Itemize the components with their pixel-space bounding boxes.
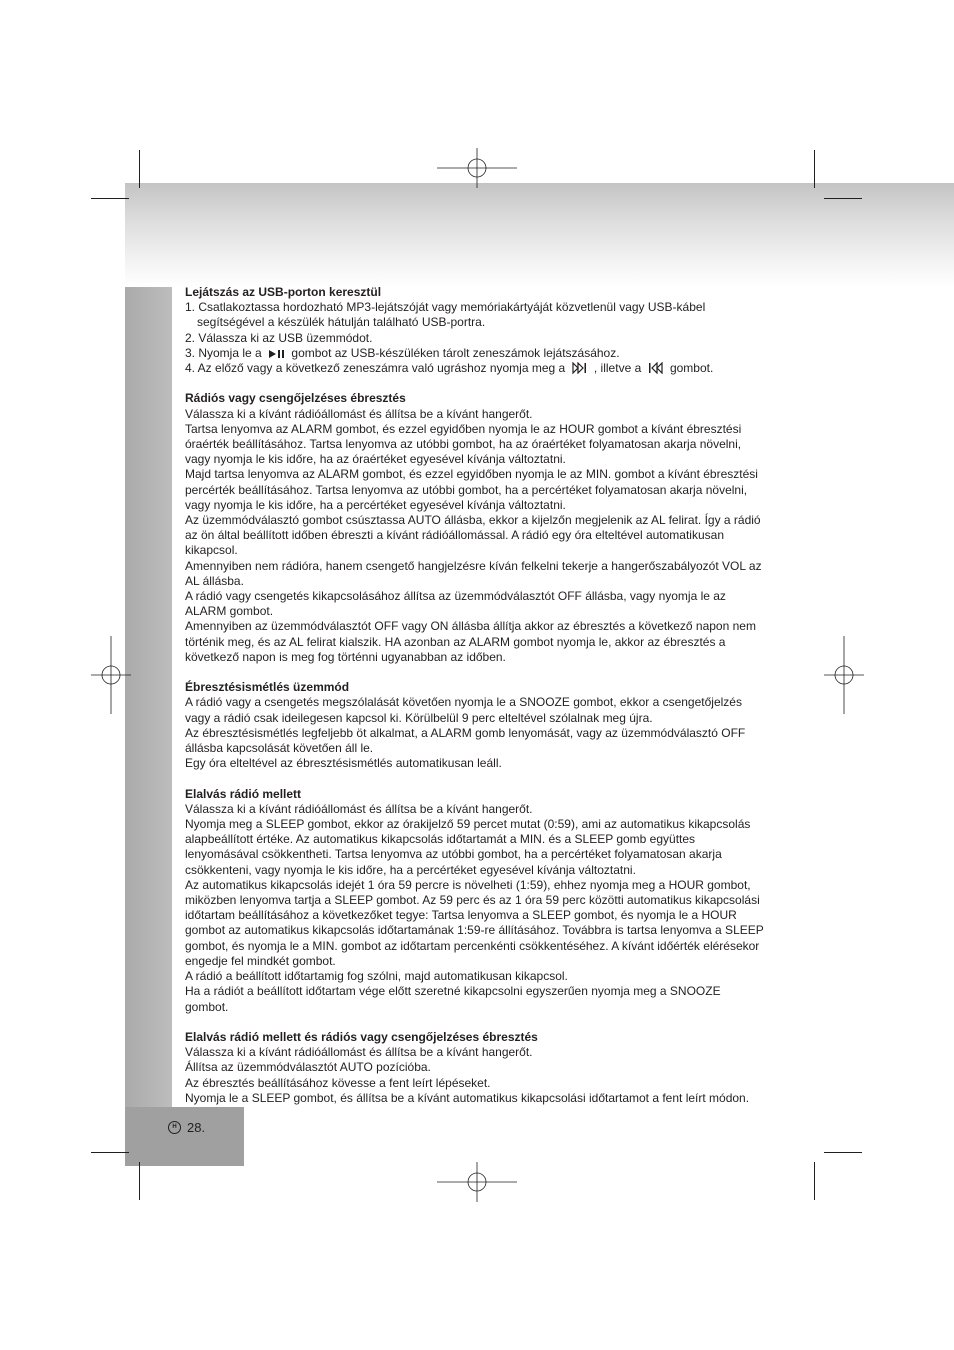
text-line: Majd tartsa lenyomva az ALARM gombot, és ezzel egyidőben nyomja le az MIN. gombot a kívánt ébresztési [185, 467, 758, 482]
text-line: Az automatikus kikapcsolás idejét 1 óra 59 percre is növelheti (1:59), ehhez nyomja meg a HOUR gombot, [185, 877, 751, 892]
crop-mark [91, 1152, 129, 1153]
spacer [185, 376, 815, 391]
text-line: gombot az automatikus kikapcsolás időtartamának 1:59-re állításához. Továbbra is tartsa lenyomva a SLEEP [185, 923, 764, 938]
skip-next-icon [572, 362, 588, 374]
list-item-text: gombot az USB-készüléken tárolt zeneszámok lejátszásához. [291, 345, 620, 360]
registration-mark-top [437, 148, 517, 188]
skip-previous-icon [648, 362, 664, 374]
text-line: vagy a rádió csak ideilegesen kapcsol ki. Körülbelül 9 perc elteltével szólalnak meg újra. [185, 710, 653, 725]
text-line: Egy óra elteltével az ébresztésismétlés automatikusan leáll. [185, 756, 502, 771]
section-sleep [185, 787, 815, 1015]
text-line: történik meg, és az AL felirat kialszik. HA azonban az ALARM gombot nyomja le, akkor az ébresztés a [185, 634, 726, 649]
list-item-text: 4. Az előző vagy a következő zeneszámra való ugráshoz nyomja meg a [185, 361, 566, 376]
section-title: Lejátszás az USB-porton keresztül [185, 285, 382, 299]
text-line: Ha a rádiót a beállított időtartam vége előtt szeretné kikapcsolni egyszerűen nyomja meg a SNOOZE [185, 984, 721, 999]
list-item-text: 3. Nyomja le a [185, 345, 262, 360]
text-line: vagy nyomja le kis időre, ha az óraértéket egyesével kívánja változtatni. [185, 452, 566, 467]
text-line: vagy nyomja le kis időre, ha a percértéket egyesével kívánja változtatni. [185, 497, 566, 512]
page-footer [168, 1117, 205, 1137]
text-line: Az üzemmódválasztó gombot csúsztassa AUTO állásba, ekkor a kijelzőn megjelenik az AL felirat. Így a rádió [185, 513, 761, 528]
text-line: Nyomja le a SLEEP gombot, és állítsa be a kívánt automatikus kikapcsolási időtartamot a fent leírt módon. [185, 1090, 750, 1105]
text-line: A rádió vagy a csengetés megszólalását követően nyomja le a SNOOZE gombot, ekkor a csengetőjelzés [185, 695, 742, 710]
text-line: AL állásba. [185, 573, 244, 588]
side-bar [125, 287, 172, 1107]
text-line: Válassza ki a kívánt rádióállomást és állítsa be a kívánt hangerőt. [185, 801, 533, 816]
list-item: 2. Válassza ki az USB üzemmódot. [185, 330, 373, 345]
spacer [185, 1015, 815, 1030]
text-line: Válassza ki a kívánt rádióállomást és állítsa be a kívánt hangerőt. [185, 1045, 533, 1060]
crop-mark [814, 1162, 815, 1200]
text-line: gombot. [185, 999, 229, 1014]
text-line: Válassza ki a kívánt rádióállomást és állítsa be a kívánt hangerőt. [185, 406, 533, 421]
text-line: Az ébresztésismétlés legfeljebb öt alkalmat, a ALARM gomb lenyomását, vagy az üzemmódválasztó OFF [185, 725, 746, 740]
registration-mark-right [824, 636, 864, 714]
text-line: óraérték beállításához. Tartsa lenyomva az utóbbi gombot, ha az óraértéket folyamatosan akarja növelni, [185, 437, 742, 452]
text-line: állásba kapcsolását követően áll le. [185, 741, 374, 756]
list-item [185, 361, 815, 376]
section-usb-playback [185, 285, 815, 376]
text-line: kikapcsol. [185, 543, 238, 558]
page-number: 28. [187, 1119, 206, 1135]
text-line: A rádió vagy csengetés kikapcsolásához állítsa az üzemmódválasztót OFF állásba, vagy nyomja le az [185, 589, 726, 604]
text-line: A rádió a beállított időtartamig fog szólni, majd automatikusan kikapcsol. [185, 969, 568, 984]
section-sleep-alarm [185, 1030, 815, 1106]
language-badge: H [168, 1121, 181, 1134]
section-title: Ébresztésismétlés üzemmód [185, 680, 350, 695]
text-line: időtartam beállításához a következőket tegye: Tartsa lenyomva a SLEEP gombot, és nyomja le a HOUR [185, 908, 737, 923]
text-line: Nyomja meg a SLEEP gombot, ekkor az órakijelző 59 percet mutat (0:59), ami az automatikus kikapcsolás [185, 817, 751, 832]
section-title: Elalvás rádió mellett [185, 786, 302, 801]
list-item [185, 300, 815, 330]
crop-mark [824, 198, 862, 199]
text-line: Az ébresztés beállításához kövesse a fent leírt lépéseket. [185, 1075, 491, 1090]
text-line: ALARM gombot. [185, 604, 274, 619]
usb-steps-list [185, 300, 815, 376]
text-line: Amennyiben nem rádióra, hanem csengető hangjelzésre kíván felkelni tekerje a hangerőszabályozót VOL az [185, 558, 762, 573]
text-line: alapbeállított értéke. Az automatikus kikapcsolás időtartamát a MIN. és a SLEEP gomb együttes [185, 832, 696, 847]
crop-mark [91, 198, 129, 199]
text-line: csökkenteni, vagy nyomja le kis időre, ha a percértéket egyesével kívánja változtatni. [185, 862, 636, 877]
text-line: Tartsa lenyomva az ALARM gombot, és ezzel egyidőben nyomja le az HOUR gombot a kívánt ébresztési [185, 421, 742, 436]
registration-mark-left [91, 636, 131, 714]
text-line: Amennyiben az üzemmódválasztót OFF vagy ON állásba állítja akkor az ébresztés a következő napon nem [185, 619, 756, 634]
text-line: miközben lenyomva tartja a SLEEP gombot. Az 59 perc és az 1 óra 59 perc közötti automatikus kikapcsolási [185, 893, 760, 908]
spacer [185, 771, 815, 786]
crop-mark [814, 150, 815, 188]
text-line: percérték beállításához. Tartsa lenyomva az utóbbi gombot, ha a percértéket folyamatosan akarja növelni, [185, 482, 748, 497]
crop-mark [824, 1152, 862, 1153]
text-line: lenyomásával csökkentheti. Tartsa lenyomva az utóbbi gombot, ha a percértéket folyamatosan akarja [185, 847, 722, 862]
list-item-text: segítségével a készülék hátulján található USB-portra. [197, 315, 486, 330]
text-line: gombot, és nyomja le a MIN. gombot az időtartam percenkénti csökkentéséhez. A kívánt időérték elérésekor [185, 938, 760, 953]
section-title: Elalvás rádió mellett és rádiós vagy csengőjelzéses ébresztés [185, 1029, 538, 1044]
play-pause-icon [268, 349, 285, 359]
manual-content [185, 285, 815, 1106]
text-line: az ön által beállított időben ébreszti a kívánt rádióállomással. A rádió egy óra elteltével automatikusan [185, 528, 724, 543]
list-item-text: 1. Csatlakoztassa hordozható MP3-lejátszóját vagy memóriakártyáját közvetlenül vagy USB-kábel [185, 300, 706, 315]
text-line: Állítsa az üzemmódválasztót AUTO pozícióba. [185, 1060, 431, 1075]
section-alarm [185, 391, 815, 665]
text-line: engedje fel mindkét gombot. [185, 953, 336, 968]
list-item-text: gombot. [669, 361, 714, 376]
text-line: következő napon is meg fog történni ugyanabban az időben. [185, 649, 506, 664]
list-item [185, 346, 815, 361]
spacer [185, 665, 815, 680]
list-item-text: , illetve a [593, 361, 642, 376]
section-snooze [185, 680, 815, 771]
crop-mark [139, 150, 140, 188]
crop-mark [139, 1162, 140, 1200]
section-title: Rádiós vagy csengőjelzéses ébresztés [185, 391, 406, 406]
registration-mark-bottom [437, 1162, 517, 1202]
